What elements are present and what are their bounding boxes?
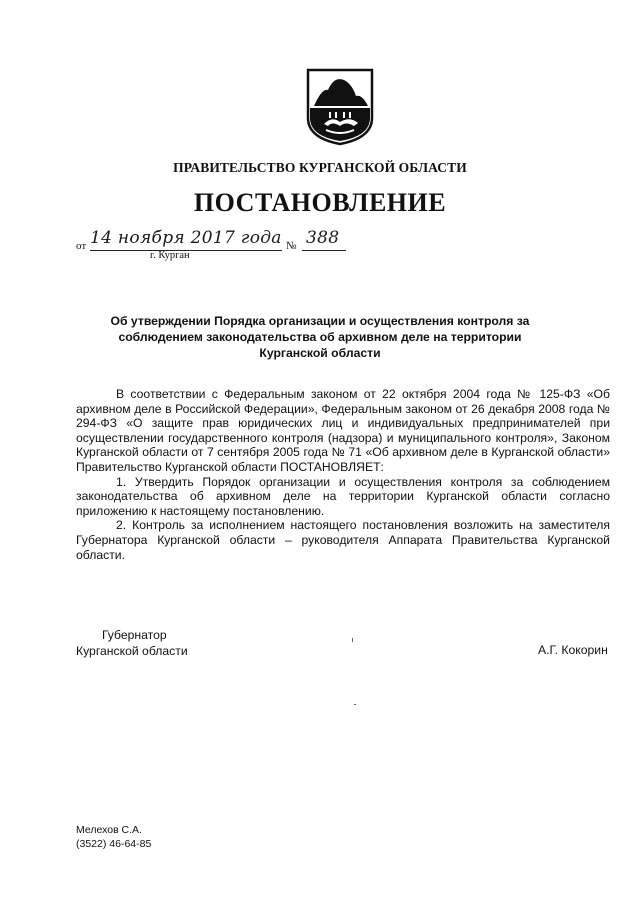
document-subject: Об утверждении Порядка организации и осуществления контроля за соблюдением законодательства об архивном деле на территории Курганской области xyxy=(110,314,530,360)
scan-speck xyxy=(352,638,353,642)
body-paragraph-item-2: 2. Контроль за исполнением настоящего постановления возложить на заместителя Губернатора Курганской области – руководителя Аппарата Правительства Курганской области. xyxy=(76,518,610,562)
date-prefix: от xyxy=(76,240,87,252)
document-body xyxy=(76,387,610,562)
scan-speck xyxy=(354,704,356,705)
number-prefix: № xyxy=(286,240,297,252)
position-line-1: Губернатор xyxy=(102,628,167,642)
executor-info xyxy=(76,823,151,851)
executor-phone: (3522) 46-64-85 xyxy=(76,838,152,850)
number-handwritten: 388 xyxy=(306,228,340,248)
executor-name: Мелехов С.А. xyxy=(76,824,142,836)
coat-of-arms-icon xyxy=(300,66,380,146)
position-line-2: Курганской области xyxy=(76,644,188,658)
city-label: г. Курган xyxy=(150,250,190,261)
number-underline xyxy=(302,250,346,251)
document-type: ПОСТАНОВЛЕНИЕ xyxy=(193,188,447,217)
body-paragraph-preamble: В соответствии с Федеральным законом от 22 октября 2004 года № 125-ФЗ «Об архивном деле в Российской Федерации», Федеральным законом от 26 декабря 2008 года № 294-ФЗ «О защите прав юридических лиц и индивидуальных предпринимателей при осуществлении государственного контроля (надзора) и муниципального контроля», Законом Курганской области от 7 сентября 2005 года № 71 «Об архивном деле в Курганской области» Правительство Курганской области ПОСТАНОВЛЯЕТ: xyxy=(76,387,610,474)
signatory-name: А.Г. Кокорин xyxy=(538,643,608,657)
date-handwritten: 14 ноября 2017 года xyxy=(90,228,282,248)
body-paragraph-item-1: 1. Утвердить Порядок организации и осуществления контроля за соблюдением законодательства об архивном деле на территории Курганской области согласно приложению к настоящему постановлению. xyxy=(76,474,610,518)
government-title: ПРАВИТЕЛЬСТВО КУРГАНСКОЙ ОБЛАСТИ xyxy=(173,160,467,175)
signatory-position xyxy=(76,627,188,659)
date-number-line xyxy=(76,228,366,262)
